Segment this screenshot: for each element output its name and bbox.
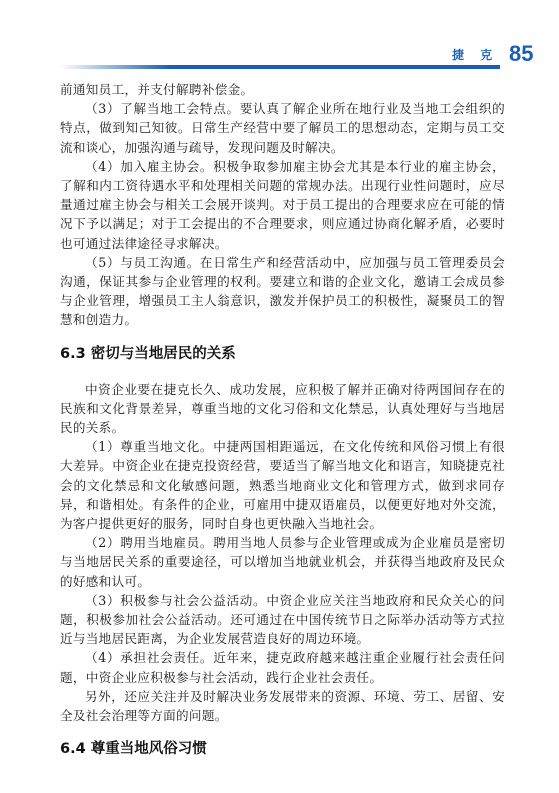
running-title: 捷 克	[452, 48, 499, 62]
paragraph-respect-culture: （1）尊重当地文化。中捷两国相距遥远，在文化传统和风俗习惯上有很大差异。中资企业在捷克投资经营，要适当了解当地文化和语言，知晓捷克社会的文化禁忌和文化敏感问题，熟悉当地商业文化和管理方式，做到求同存异，和谐相处。有条件的企业，可雇用中捷双语雇员，以便更好地对外交流，为客户提供更好的服务，同时自身也更快融入当地社会。	[60, 439, 505, 532]
paragraph-continuation: 前通知员工，并支付解聘补偿金。	[60, 82, 254, 97]
section-heading-6-3: 6.3 密切与当地居民的关系	[60, 345, 236, 362]
paragraph-hire-local: （2）聘用当地雇员。聘用当地人员参与企业管理或成为企业雇员是密切与当地居民关系的重要途径，可以增加当地就业机会，并获得当地政府及民众的好感和认可。	[60, 535, 505, 589]
paragraph-labor-union: （3）了解当地工会特点。要认真了解企业所在地行业及当地工会组织的特点，做到知己知彼。日常生产经营中要了解员工的思想动态，定期与员工交流和谈心，加强沟通与疏导，发现问题及时解决。	[60, 101, 505, 155]
page-header	[0, 40, 559, 70]
paragraph-intro-residents: 中资企业要在捷克长久、成功发展，应积极了解并正确对待两国间存在的民族和文化背景差异，尊重当地的文化习俗和文化禁忌，认真处理好与当地居民的关系。	[60, 381, 505, 436]
paragraph-employee-communication: （5）与员工沟通。在日常生产和经营活动中，应加强与员工管理委员会沟通，保证其参与企业管理的权利。要建立和谐的企业文化，邀请工会成员参与企业管理，增强员工主人翁意识，激发并保护员工的积极性，凝聚员工的智慧和创造力。	[60, 254, 505, 328]
header-rule-fade	[60, 65, 170, 69]
paragraph-public-welfare: （3）积极参与社会公益活动。中资企业应关注当地政府和民众关心的问题，积极参加社会公益活动。还可通过在中国传统节日之际举办活动等方式拉近与当地居民距离，为企业发展营造良好的周边环境。	[60, 592, 505, 647]
paragraph-employer-association: （4）加入雇主协会。积极争取参加雇主协会尤其是本行业的雇主协会，了解和内工资待遇水平和处理相关问题的常规办法。出现行业性问题时，应尽量通过雇主协会与相关工会展开谈判。对于员工提出的合理要求应在可能的情况下予以满足；对于工会提出的不合理要求，则应通过协商化解矛盾，必要时也可通过法律途径寻求解决。	[60, 158, 505, 251]
page-number: 85	[509, 41, 534, 66]
section-heading-6-4: 6.4 尊重当地风俗习惯	[60, 741, 207, 758]
paragraph-social-responsibility: （4）承担社会责任。近年来，捷克政府越来越注重企业履行社会责任问题，中资企业应积极参与社会活动，践行企业社会责任。	[60, 650, 505, 685]
page-body	[60, 80, 505, 775]
paragraph-other-issues: 另外，还应关注并及时解决业务发展带来的资源、环境、劳工、居留、安全及社会治理等方面的问题。	[60, 688, 505, 724]
